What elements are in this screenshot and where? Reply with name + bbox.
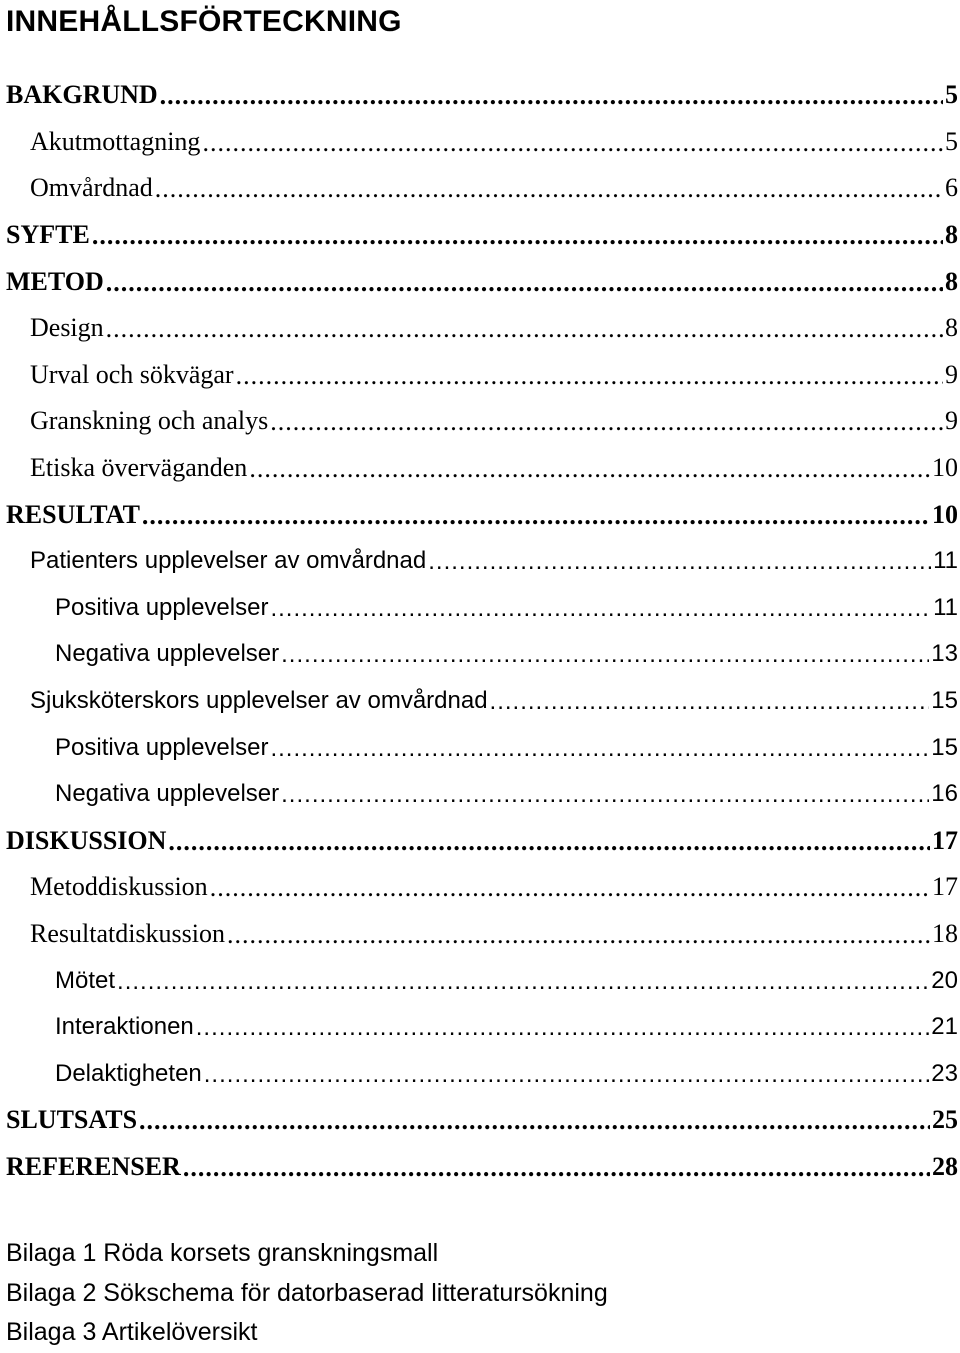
toc-entry-title: Omvårdnad: [30, 173, 153, 203]
toc-dot-leader: [196, 1014, 930, 1042]
toc-entry[interactable]: [0, 538, 960, 585]
toc-dot-leader: [428, 548, 931, 576]
toc-entry-page: 21: [931, 1013, 958, 1041]
toc-entry[interactable]: [0, 72, 960, 119]
toc-entry-title: Etiska överväganden: [30, 453, 248, 483]
appendix-item: Bilaga 3 Artikelöversikt: [6, 1318, 258, 1346]
toc-entry[interactable]: [0, 165, 960, 212]
toc-entry-page: 15: [931, 733, 958, 761]
toc-entry[interactable]: [0, 1097, 960, 1144]
toc-entry[interactable]: [0, 258, 960, 305]
toc-entry[interactable]: [0, 771, 960, 818]
toc-entry[interactable]: [0, 491, 960, 538]
toc-entry[interactable]: [0, 119, 960, 166]
toc-entry[interactable]: [0, 352, 960, 399]
toc-heading: INNEHÅLLSFÖRTECKNING: [6, 5, 402, 38]
toc-entry-title: Urval och sökvägar: [30, 359, 234, 389]
toc-entry-title: SLUTSATS: [6, 1105, 138, 1135]
toc-entry-title: Metoddiskussion: [30, 872, 208, 902]
toc-entry-page: 25: [932, 1105, 958, 1135]
toc-dot-leader: [281, 641, 929, 669]
toc-entry[interactable]: [0, 678, 960, 725]
appendix-item: Bilaga 1 Röda korsets granskningsmall: [6, 1239, 439, 1267]
toc-dot-leader: [106, 268, 943, 298]
toc-dot-leader: [139, 1106, 930, 1136]
toc-dot-leader: [168, 827, 930, 857]
toc-entry-page: 10: [932, 499, 958, 529]
toc-entry-page: 8: [945, 313, 958, 343]
toc-entry-title: Negativa upplevelser: [55, 640, 280, 668]
toc-dot-leader: [106, 314, 943, 344]
toc-dot-leader: [92, 221, 943, 251]
toc-entry-title: RESULTAT: [6, 499, 140, 529]
toc-dot-leader: [117, 968, 929, 996]
toc-entry-title: METOD: [6, 266, 104, 296]
toc-entry-page: 5: [945, 126, 958, 156]
toc-dot-leader: [270, 595, 931, 623]
toc-entry-title: Akutmottagning: [30, 126, 201, 156]
toc-entry-title: Granskning och analys: [30, 406, 269, 436]
toc-entry[interactable]: [0, 724, 960, 771]
toc-entry-page: 11: [933, 547, 958, 575]
toc-entry[interactable]: [0, 1050, 960, 1097]
toc-entry-title: Sjuksköterskors upplevelser av omvårdnad: [30, 687, 488, 715]
toc-entry-title: SYFTE: [6, 220, 90, 250]
toc-entry-title: Negativa upplevelser: [55, 780, 280, 808]
appendix-list: [6, 1234, 608, 1353]
toc-dot-leader: [281, 781, 929, 809]
toc-entry[interactable]: [0, 212, 960, 259]
toc-entry[interactable]: [0, 1144, 960, 1191]
toc-entry-title: Delaktigheten: [55, 1059, 202, 1087]
toc-entry-title: Patienters upplevelser av omvårdnad: [30, 547, 427, 575]
toc-dot-leader: [490, 688, 930, 716]
toc-entry-title: BAKGRUND: [6, 80, 158, 110]
toc-entry[interactable]: [0, 631, 960, 678]
toc-entry[interactable]: [0, 585, 960, 632]
toc-list: [0, 72, 960, 1190]
toc-entry-page: 17: [932, 872, 958, 902]
toc-entry-page: 8: [945, 266, 958, 296]
toc-entry[interactable]: [0, 818, 960, 865]
toc-dot-leader: [270, 735, 929, 763]
toc-entry-title: Positiva upplevelser: [55, 733, 269, 761]
toc-dot-leader: [227, 920, 930, 950]
toc-entry-page: 28: [932, 1151, 958, 1181]
toc-entry-title: Mötet: [55, 966, 116, 994]
toc-entry[interactable]: [0, 398, 960, 445]
toc-dot-leader: [204, 1061, 930, 1089]
toc-dot-leader: [249, 454, 930, 484]
toc-entry-page: 18: [932, 918, 958, 948]
toc-dot-leader: [142, 501, 930, 531]
toc-dot-leader: [183, 1153, 930, 1183]
toc-entry[interactable]: [0, 1004, 960, 1051]
toc-entry[interactable]: [0, 911, 960, 958]
toc-entry[interactable]: [0, 445, 960, 492]
toc-entry-title: Design: [30, 313, 104, 343]
toc-entry-title: REFERENSER: [6, 1151, 181, 1181]
toc-entry-title: Positiva upplevelser: [55, 593, 269, 621]
toc-dot-leader: [270, 407, 943, 437]
toc-dot-leader: [160, 81, 943, 111]
toc-entry[interactable]: [0, 957, 960, 1004]
toc-entry-page: 5: [945, 80, 958, 110]
appendix-item: Bilaga 2 Sökschema för datorbaserad litteratursökning: [6, 1278, 608, 1307]
toc-entry-page: 13: [931, 640, 958, 668]
toc-entry[interactable]: [0, 305, 960, 352]
toc-entry-page: 9: [945, 406, 958, 436]
toc-dot-leader: [210, 873, 930, 903]
toc-entry-page: 20: [931, 966, 958, 994]
toc-entry-page: 8: [945, 220, 958, 250]
toc-entry-title: Resultatdiskussion: [30, 918, 226, 948]
toc-entry-page: 9: [945, 359, 958, 389]
toc-dot-leader: [236, 361, 943, 391]
toc-entry-title: DISKUSSION: [6, 825, 167, 855]
toc-entry-page: 11: [933, 593, 958, 621]
toc-entry-page: 23: [931, 1059, 958, 1087]
toc-dot-leader: [202, 128, 943, 158]
toc-entry-page: 15: [931, 687, 958, 715]
toc-entry-title: Interaktionen: [55, 1013, 194, 1041]
toc-entry-page: 10: [932, 453, 958, 483]
toc-entry-page: 6: [945, 173, 958, 203]
toc-entry-page: 16: [931, 780, 958, 808]
toc-dot-leader: [155, 174, 943, 204]
toc-entry-page: 17: [932, 825, 958, 855]
toc-entry[interactable]: [0, 864, 960, 911]
